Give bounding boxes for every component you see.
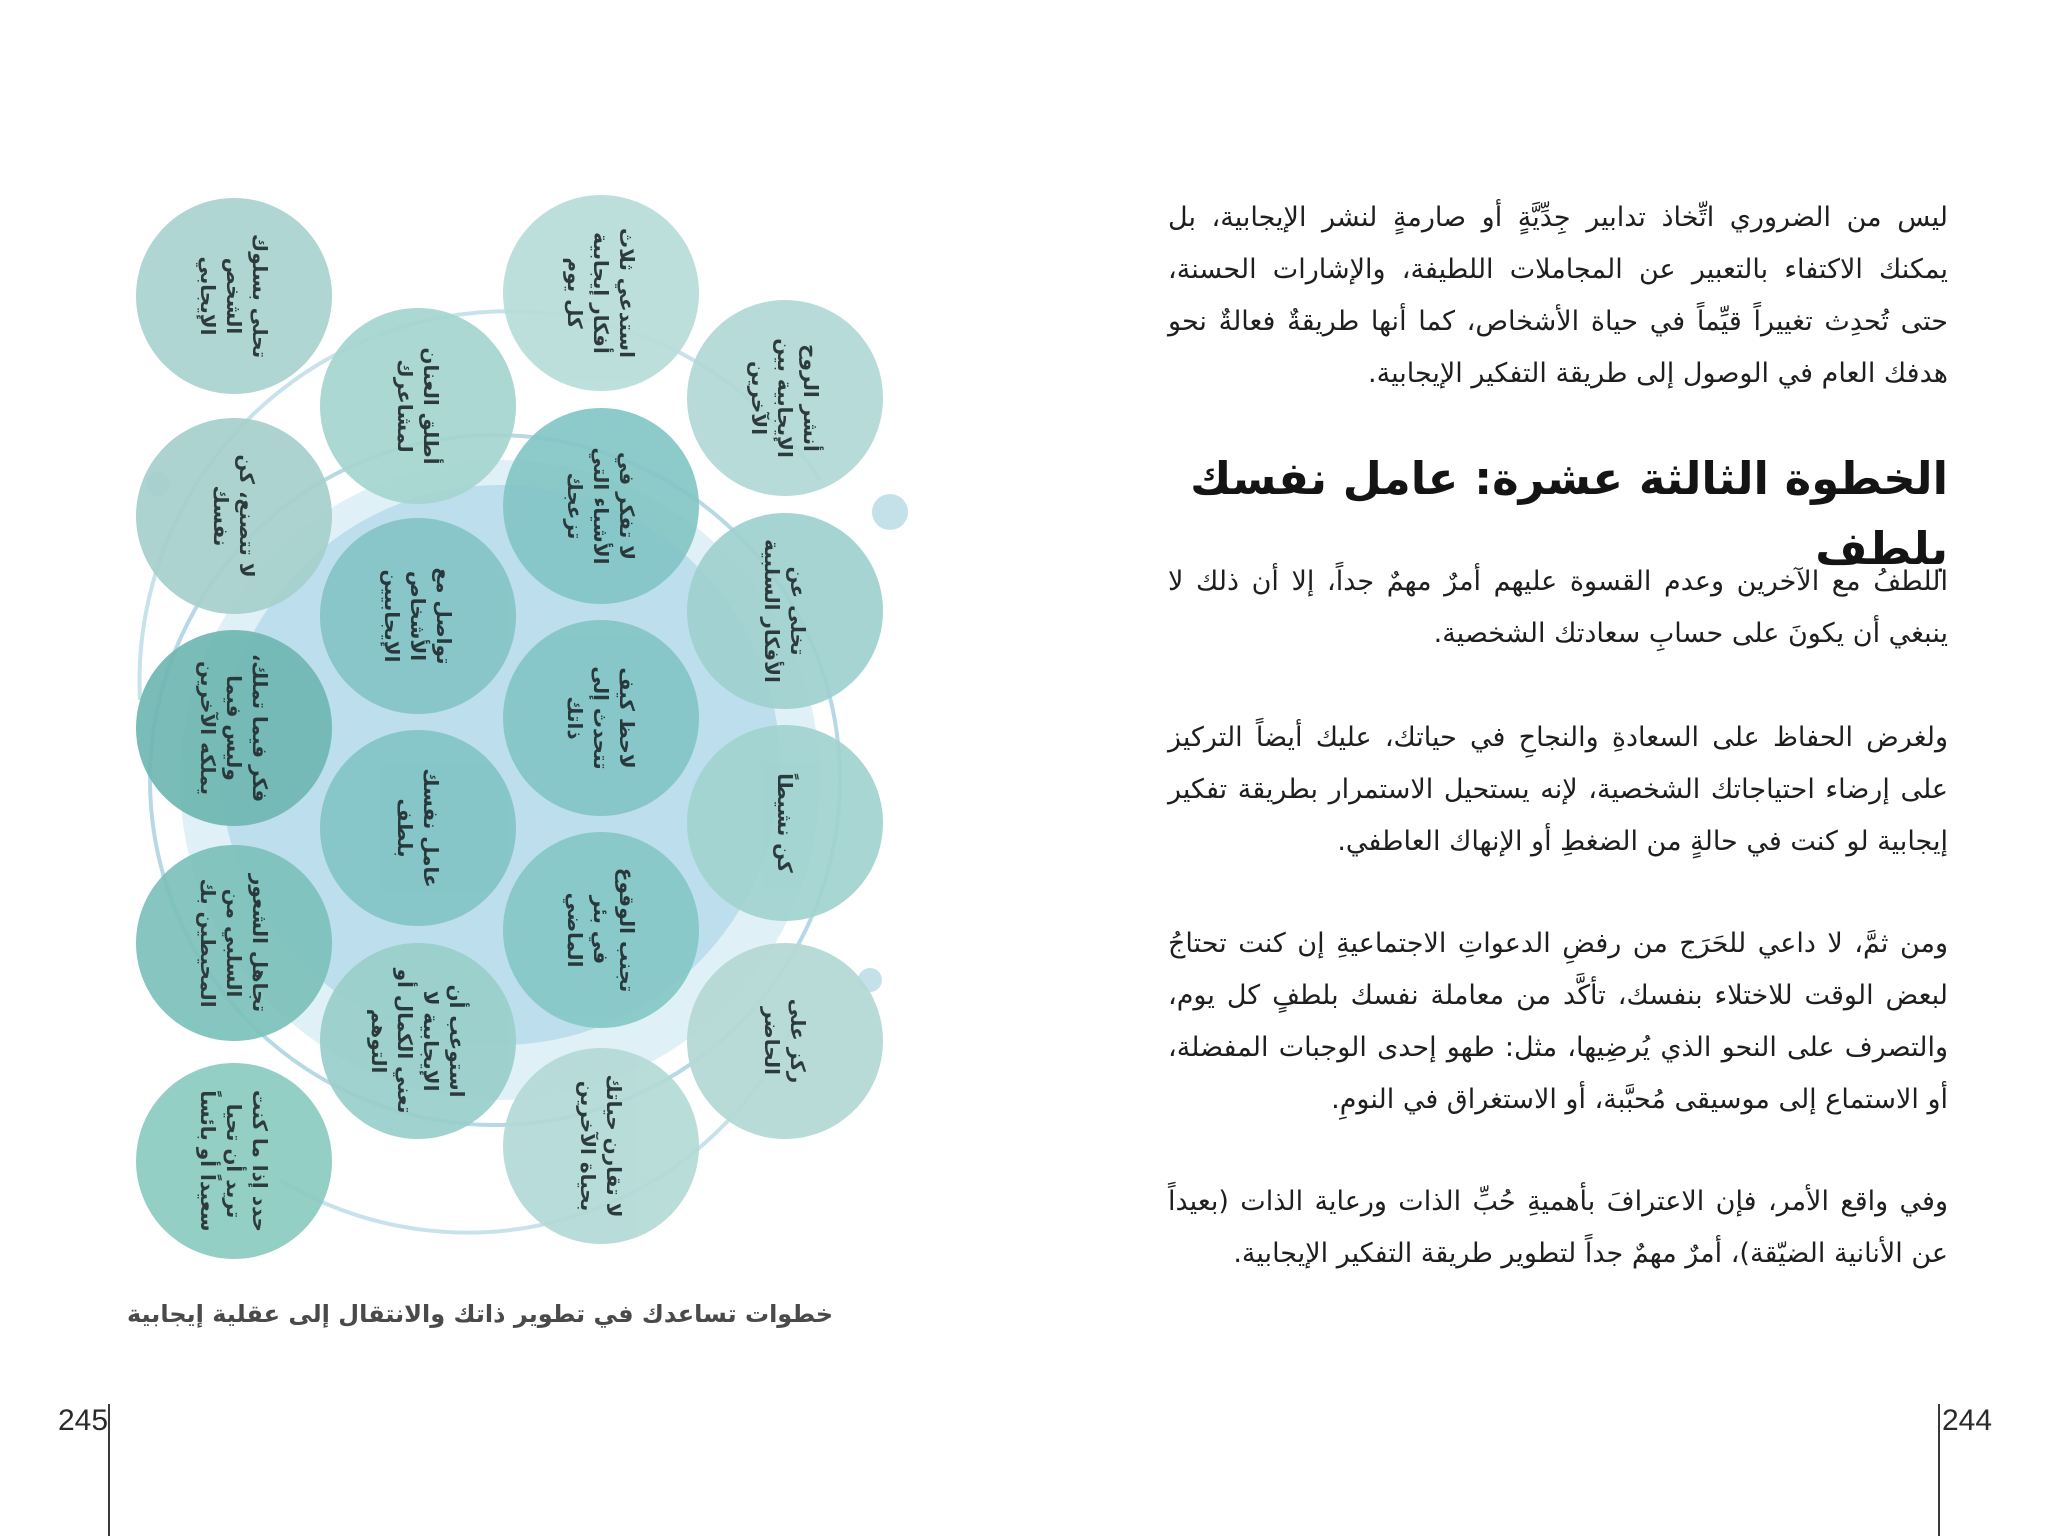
page-number-rule-left [108, 1404, 110, 1536]
diagram-node [320, 518, 516, 714]
diagram-node-label: تجاهل الشعور السلبي من المحيطين بك [196, 873, 272, 1013]
diagram-node-label: عامل نفسك بلطف [393, 768, 443, 888]
diagram-node [687, 513, 883, 709]
page-number-left: 245 [58, 1404, 109, 1437]
circle-diagram [100, 180, 960, 1260]
diagram-node [503, 832, 699, 1028]
diagram-node [320, 943, 516, 1139]
diagram-node-label: تجنب الوقوع في بئر الماضي [563, 867, 639, 993]
page-number-right: 244 [1942, 1404, 1993, 1437]
diagram-node [503, 620, 699, 816]
diagram-node [687, 943, 883, 1139]
body-paragraph-3: ومن ثمَّ، لا داعي للحَرَج من رفضِ الدعواتِ الاجتماعيةِ إن كنت تحتاجُ لبعض الوقت للاختلاء بنفسك، تأكَّد من معاملة نفسك بلطفٍ كل يوم، والتصرف على النحو الذي يُرضِيها، مثل: طهو إحدى الوجبات المفضلة، أو الاستماع إلى موسيقى مُحبَّبة، أو الاستغراق في النومِ. [1168, 928, 1948, 1115]
diagram-node [136, 630, 332, 826]
body-paragraph-1: اللطفُ مع الآخرين وعدم القسوة عليهم أمرٌ مهمٌ جداً، إلا أن ذلك لا ينبغي أن يكونَ على حسابِ سعادتك الشخصية. [1168, 566, 1948, 649]
diagram-node [136, 845, 332, 1041]
diagram-node-label: لا تتصنع، كن نفسك [209, 454, 259, 578]
diagram-node [320, 730, 516, 926]
diagram-node [136, 1063, 332, 1259]
diagram-node-label: استدعي ثلاث أفكار إيجابية كل يوم [563, 228, 639, 358]
diagram-node-label: لا تقارن حياتك بحياة الآخرين [576, 1074, 626, 1218]
diagram-node-label: تحلى بسلوك الشخص الإيجابي [196, 233, 272, 359]
diagram-caption: خطوات تساعدك في تطوير ذاتك والانتقال إلى عقلية إيجابية [126, 1300, 834, 1328]
diagram-node [503, 408, 699, 604]
diagram-node [503, 1048, 699, 1244]
diagram-node-label: استوعب أن الإيجابية لا تعني الكمال أو التوهم [367, 968, 469, 1114]
diagram-node [503, 195, 699, 391]
page-number-rule-right [1938, 1404, 1940, 1536]
diagram-node-label: تواصل مع الأشخاص الإيجابيين [380, 567, 456, 665]
diagram-node-label: تخلى عن الأفكار السلبية [760, 539, 810, 683]
diagram-node-label: لا تفكر في الأشياء التي تزعجك [563, 447, 639, 565]
diagram-node [687, 725, 883, 921]
intro-paragraph: ليس من الضروري اتِّخاذ تدابير جِدِّيَّةٍ أو صارمةٍ لنشر الإيجابية، بل يمكنك الاكتفاء بالتعبير عن المجاملات اللطيفة، والإشارات الحسنة، حتى تُحدِث تغييراً قيِّماً في حياة الأشخاص، كما أنها طريقةٌ فعالةٌ نحو هدفك العام في الوصول إلى طريقة التفكير الإيجابية. [1168, 202, 1948, 389]
orbit-dot-2 [872, 494, 908, 530]
section-heading: الخطوة الثالثة عشرة: عامل نفسك بلطف [1190, 452, 1948, 575]
body-paragraph-2: ولغرض الحفاظ على السعادةِ والنجاحِ في حياتك، عليك أيضاً التركيز على إرضاء احتياجاتك الشخصية، لإنه يستحيل الاستمرار بطريقة تفكير إيجابية لو كنت في حالةٍ من الضغطِ أو الإنهاك العاطفي. [1168, 722, 1948, 857]
diagram-node-label: كن نشيطاً [773, 773, 797, 873]
diagram-node-label: أنشر الروح الإيجابية بين الآخرين [747, 338, 823, 458]
diagram-node [136, 198, 332, 394]
diagram-node [320, 308, 516, 504]
diagram-node [687, 300, 883, 496]
diagram-node-label: حدد إذا ما كنت تريد أن تحيا سعيداً أو بائساً [196, 1090, 272, 1232]
diagram-node-label: فكر فيما تملك، وليس فيما يملكه الآخرين [196, 653, 272, 803]
diagram-node-label: لاحظ كيف تتحدث إلى ذاتك [563, 666, 639, 770]
diagram-node-label: ركز على الحاضر [760, 998, 810, 1084]
diagram-node-label: أطلق العنان لمشاعرك [393, 347, 443, 465]
diagram-node [136, 418, 332, 614]
body-paragraph-4: وفي واقع الأمر، فإن الاعترافَ بأهميةِ حُبِّ الذات ورعاية الذات (بعيداً عن الأنانية الضيّقة)، أمرٌ مهمٌ جداً لتطوير طريقة التفكير الإيجابية. [1168, 1186, 1948, 1269]
